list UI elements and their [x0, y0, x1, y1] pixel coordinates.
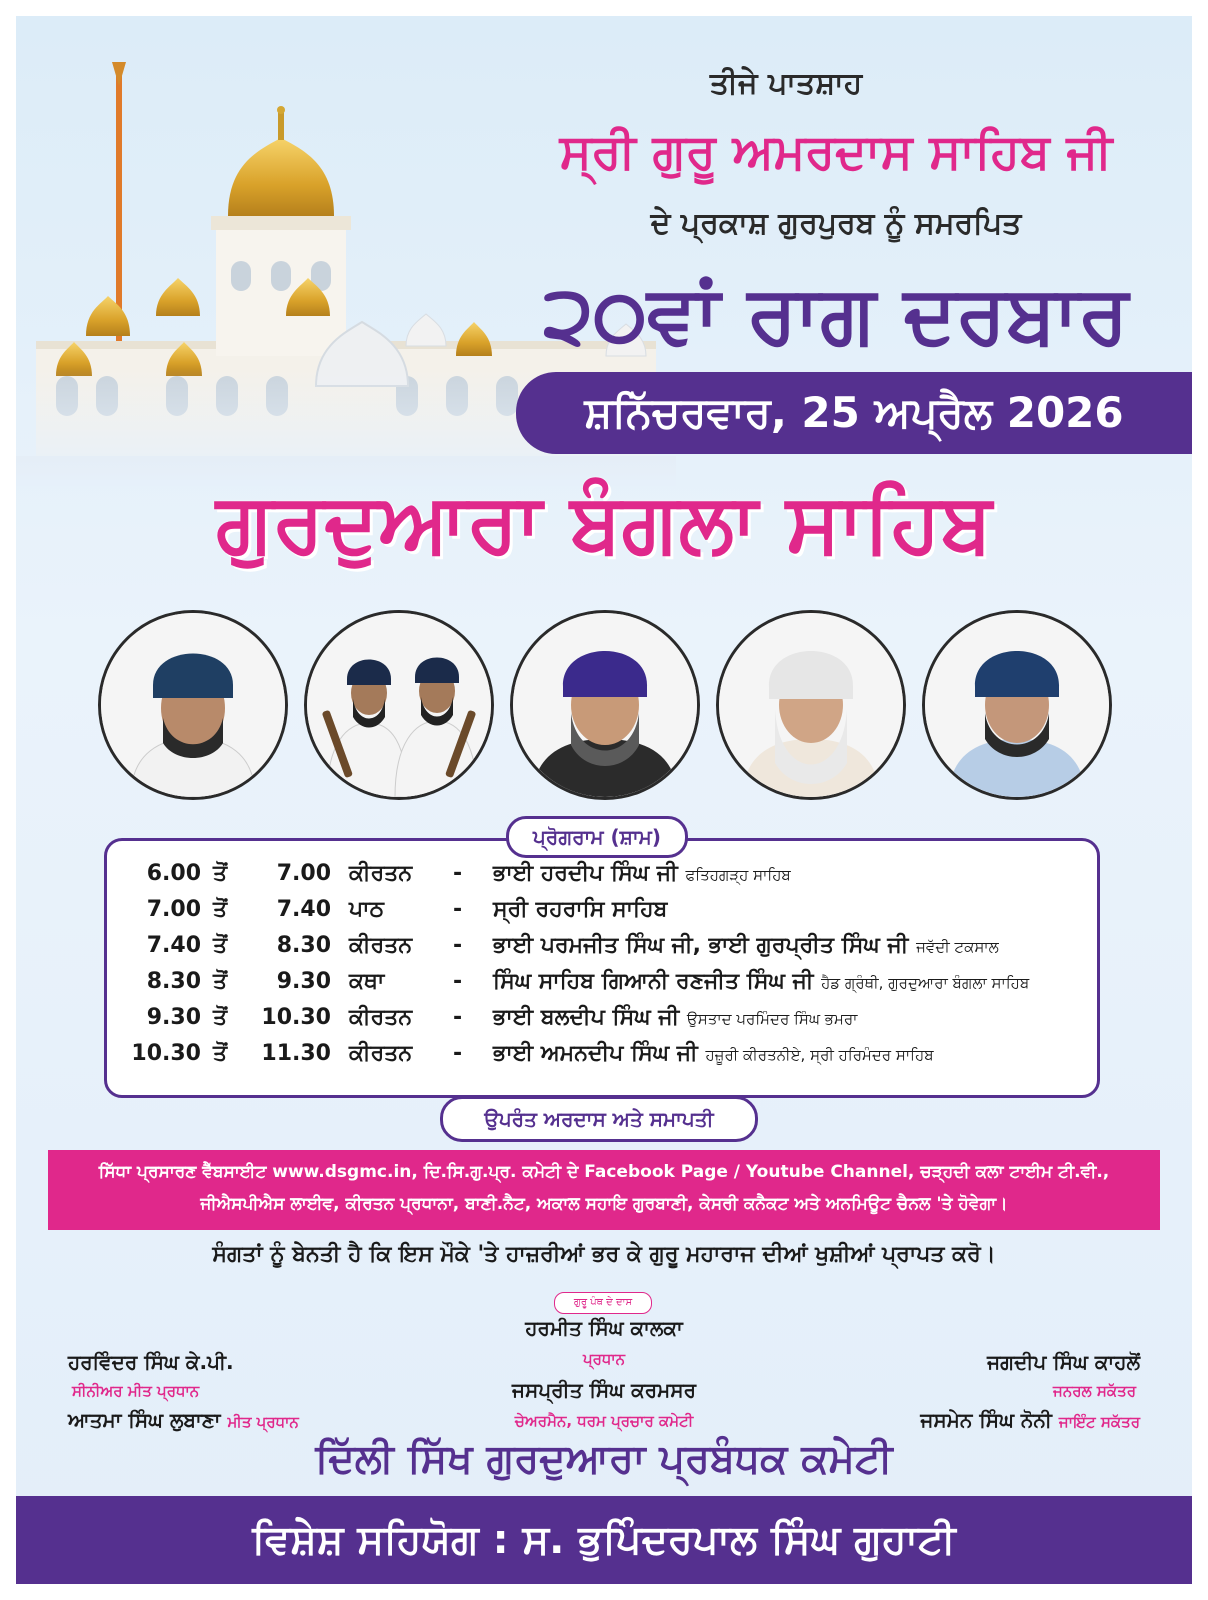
- senior-vp-name: ਹਰਵਿੰਦਰ ਸਿੰਘ ਕੇ.ਪੀ.: [68, 1350, 234, 1374]
- guru-title: ਸ੍ਰੀ ਗੁਰੂ ਅਮਰਦਾਸ ਸਾਹਿਬ ਜੀ: [559, 124, 1113, 180]
- joint-secretary-name: ਜਸਮੇਨ ਸਿੰਘ ਨੋਨੀ: [920, 1408, 1052, 1432]
- gen-secretary-name: ਜਗਦੀਪ ਸਿੰਘ ਕਾਹਲੋਂ: [987, 1350, 1140, 1374]
- title-line-1: ਤੀਜੇ ਪਾਤਸ਼ਾਹ: [709, 66, 863, 101]
- footer-banner: ਵਿਸ਼ੇਸ਼ ਸਹਿਯੋਗ : ਸ. ਭੁਪਿੰਦਰਪਾਲ ਸਿੰਘ ਗੁਹਾਟੀ: [16, 1496, 1192, 1584]
- joint-secretary-title: ਜਾਇੰਟ ਸਕੱਤਰ: [1058, 1413, 1140, 1431]
- appeal-text: ਸੰਗਤਾਂ ਨੂੰ ਬੇਨਤੀ ਹੈ ਕਿ ਇਸ ਮੌਕੇ 'ਤੇ ਹਾਜ਼ਰੀਆਂ ਭਰ ਕੇ ਗੁਰੂ ਮਹਾਰਾਜ ਦੀਆਂ ਖੁਸ਼ੀਆਂ ਪ੍ਰਾਪਤ ਕਰੋ।: [212, 1242, 996, 1267]
- portrait-4: [716, 610, 906, 800]
- vp-name: ਆਤਮਾ ਸਿੰਘ ਲੁਬਾਣਾ: [68, 1408, 221, 1432]
- date-banner: ਸ਼ਨਿੱਚਰਵਾਰ, 25 ਅਪ੍ਰੈਲ 2026: [516, 372, 1192, 454]
- dedication-line: ਦੇ ਪ੍ਰਕਾਸ਼ ਗੁਰਪੁਰਬ ਨੂੰ ਸਮਰਪਿਤ: [650, 206, 1022, 241]
- vp-line: [68, 1408, 299, 1432]
- organization-name: ਦਿੱਲੀ ਸਿੱਖ ਗੁਰਦੁਆਰਾ ਪ੍ਰਬੰਧਕ ਕਮੇਟੀ: [315, 1436, 893, 1482]
- person-icon: [925, 613, 1109, 797]
- portrait-2: [304, 610, 494, 800]
- program-schedule: 6.00 ਤੋਂ 7.00 ਕੀਰਤਨ - ਭਾਈ ਹਰਦੀਪ ਸਿੰਘ ਜੀ ਫਤਿਹਗੜ੍ਹ ਸਾਹਿਬ 7.00 ਤੋਂ 7.40 ਪਾਠ - ਸ੍ਰੀ ਰਹਰਾਸਿ ਸਾਹਿਬ 7.40 ਤੋਂ 8.30 ਕੀਰਤਨ - ਭਾਈ ਪਰਮਜੀਤ ਸਿੰਘ ਜੀ, ਭਾਈ ਗੁਰਪ੍ਰੀਤ ਸਿੰਘ ਜੀ ਜਵੱਦੀ ਟਕਸਾਲ 8.30 ਤੋਂ 9.30 ਕਥਾ - ਸਿੰਘ ਸਾਹਿਬ ਗਿਆਨੀ ਰਣਜੀਤ ਸਿੰਘ ਜੀ ਹੈਡ ਗ੍ਰੰਥੀ, ਗੁਰਦੁਆਰਾ ਬੰਗਲਾ ਸਾਹਿਬ 9.30 ਤੋਂ 10.30 ਕੀਰਤਨ - ਭਾਈ ਬਲਦੀਪ ਸਿੰਘ ਜੀ ਉਸਤਾਦ ਪਰਮਿੰਦਰ ਸਿੰਘ ਭਮਰਾ 10.30 ਤੋਂ 11.30 ਕੀਰਤਨ - ਭਾਈ ਅਮਨਦੀਪ ਸਿੰਘ ਜੀ ਹਜ਼ੂਰੀ ਕੀਰਤਨੀਏ, ਸ੍ਰੀ ਹਰਿਮੰਦਰ ਸਾਹਿਬ: [104, 838, 1100, 1098]
- broadcast-banner: [48, 1150, 1160, 1230]
- joint-secretary-line: [920, 1408, 1140, 1432]
- vp-title: ਮੀਤ ਪ੍ਰਧਾਨ: [227, 1413, 299, 1431]
- gen-secretary-title: ਜਨਰਲ ਸਕੱਤਰ: [1053, 1382, 1136, 1400]
- person-icon: [719, 613, 903, 797]
- person-icon: [513, 613, 697, 797]
- broadcast-line-1: ਸਿੱਧਾ ਪ੍ਰਸਾਰਣ ਵੈੱਬਸਾਈਟ www.dsgmc.in, ਦਿ.ਸਿ.ਗੁ.ਪ੍ਰ. ਕਮੇਟੀ ਦੇ Facebook Page / Youtube Channel, ਚੜ੍ਹਦੀ ਕਲਾ ਟਾਈਮ ਟੀ.ਵੀ.,: [98, 1162, 1110, 1182]
- portrait-1: [98, 610, 288, 800]
- chairman-name: ਜਸਪ੍ਰੀਤ ਸਿੰਘ ਕਰਮਸਰ: [512, 1378, 696, 1402]
- poster: [16, 16, 1192, 1584]
- senior-vp-title: ਸੀਨੀਅਰ ਮੀਤ ਪ੍ਰਧਾਨ: [72, 1382, 200, 1400]
- servant-badge: ਗੁਰੂ ਪੰਥ ਦੇ ਦਾਸ: [554, 1292, 652, 1314]
- musicians-icon: [307, 613, 491, 797]
- event-title: ੨੦ਵਾਂ ਰਾਗ ਦਰਬਾਰ: [543, 268, 1129, 361]
- venue-title: ਗੁਰਦੁਆਰਾ ਬੰਗਲਾ ਸਾਹਿਬ: [216, 476, 992, 571]
- president-name: ਹਰਮੀਤ ਸਿੰਘ ਕਾਲਕਾ: [525, 1316, 683, 1340]
- closing-note: ਉਪਰੰਤ ਅਰਦਾਸ ਅਤੇ ਸਮਾਪਤੀ: [440, 1096, 758, 1142]
- person-icon: [101, 613, 285, 797]
- performer-portraits: [98, 610, 1118, 800]
- chairman-title: ਚੇਅਰਮੈਨ, ਧਰਮ ਪ੍ਰਚਾਰ ਕਮੇਟੀ: [514, 1412, 694, 1430]
- portrait-5: [922, 610, 1112, 800]
- portrait-3: [510, 610, 700, 800]
- program-title: ਪ੍ਰੋਗਰਾਮ (ਸ਼ਾਮ): [506, 816, 688, 858]
- president-title: ਪ੍ਰਧਾਨ: [582, 1350, 626, 1368]
- broadcast-line-2: ਜੀਐਸਪੀਐਸ ਲਾਈਵ, ਕੀਰਤਨ ਪ੍ਰਧਾਨਾ, ਬਾਣੀ.ਨੈਟ, ਅਕਾਲ ਸਹਾਇ ਗੁਰਬਾਣੀ, ਕੇਸਰੀ ਕਨੈਕਟ ਅਤੇ ਅਨਮਿਊਟ ਚੈਨਲ 'ਤੇ ਹੋਵੇਗਾ।: [200, 1194, 1008, 1214]
